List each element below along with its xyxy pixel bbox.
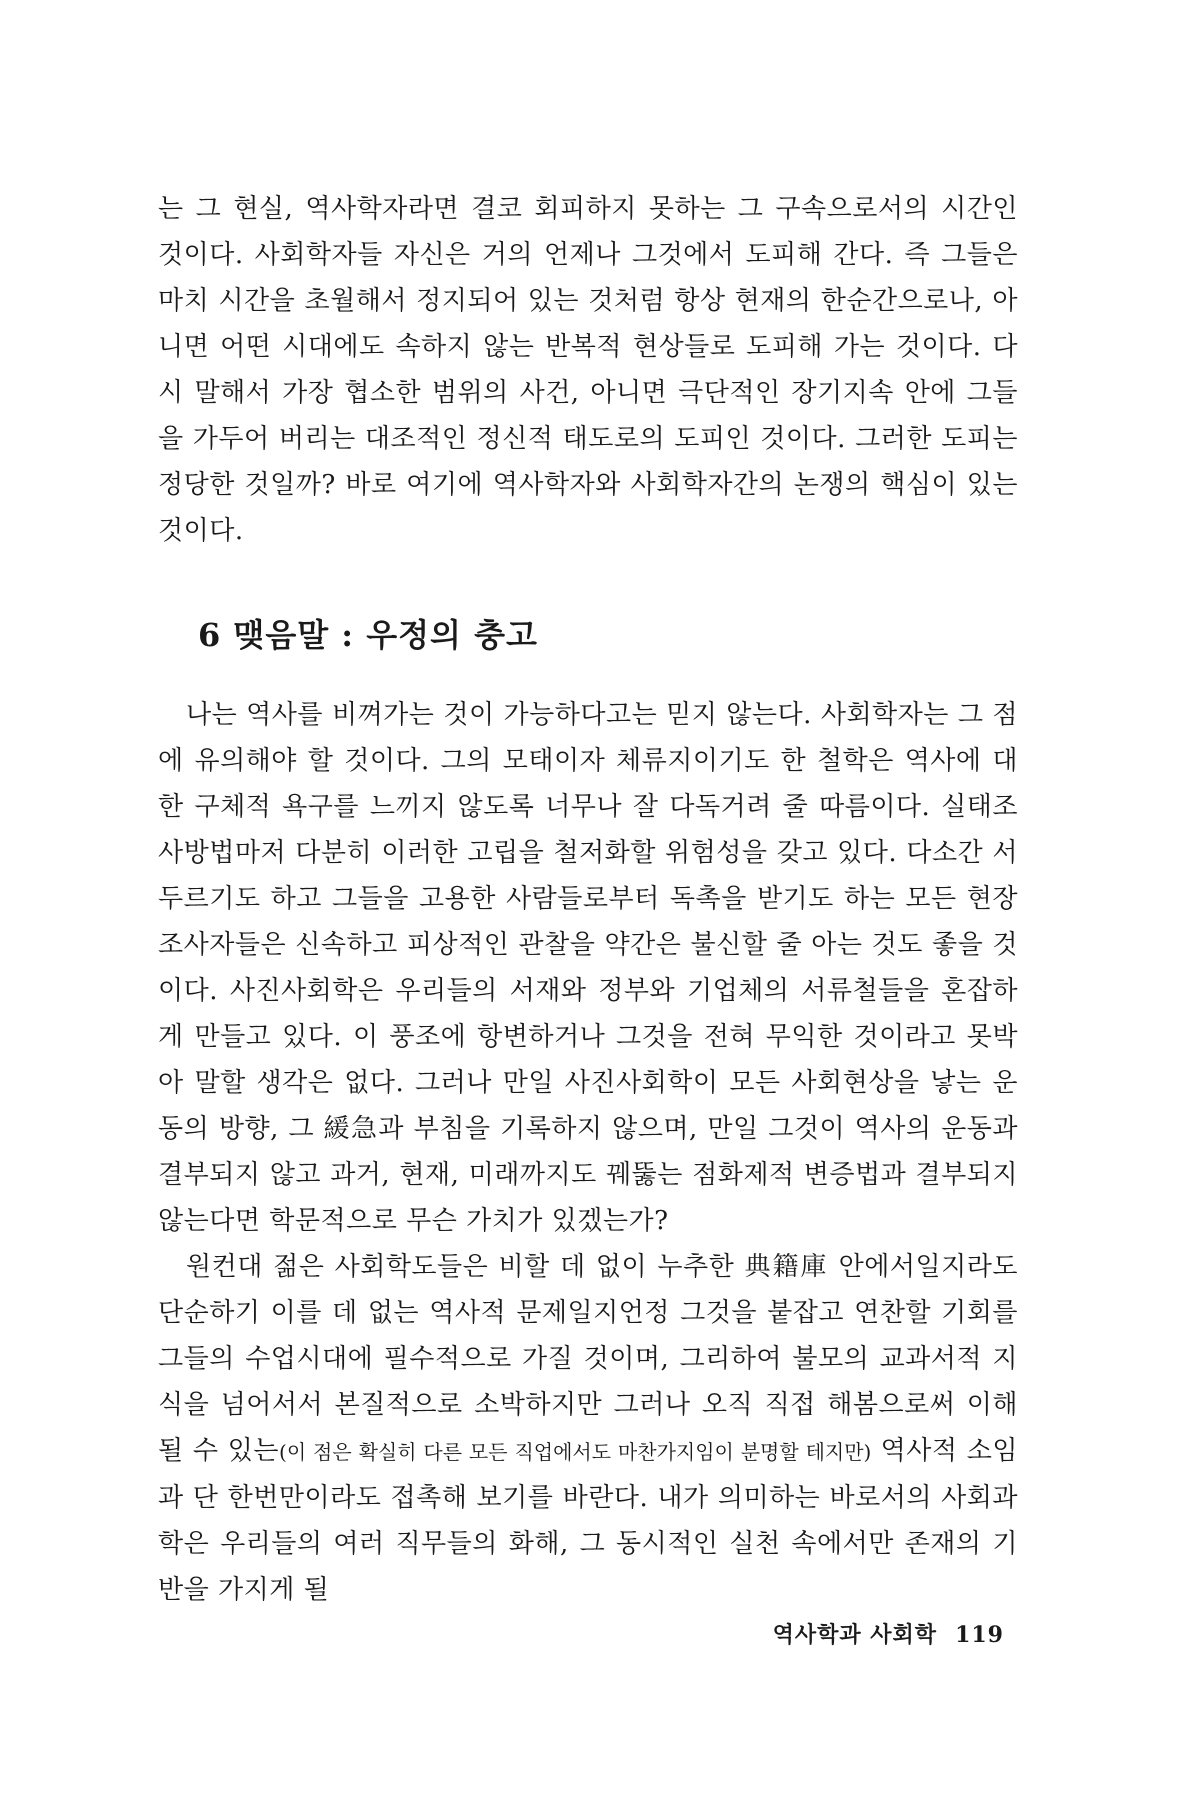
paragraph-advice-part-1: 원컨대 젊은 사회학도들은 비할 데 없이 누추한 典籍庫 안에서일지라도 단순하기 이를 데 없는 역사적 문제일지언정 그것을 붙잡고 연찬할 기회를 그들의 수업시대에 필수적으로 가질 것이며, 그리하여 불모의 교과서적 지식을 넘어서서 본질적으로 소박하지만 그러나 오직 직접 해봄으로써 이해될 수 있는 — [158, 1252, 1018, 1466]
paragraph-advice-part-2: 역사적 소임과 단 한번만이라도 접촉해 보기를 바란다. 내가 의미하는 바로서의 사회과학은 우리들의 여러 직무들의 화해, 그 동시적인 실천 속에서만 존재의 기반을 가지게 될 — [158, 1436, 1018, 1605]
paragraph-advice — [158, 1244, 1018, 1613]
text-block-top — [158, 186, 1018, 554]
page-number: 119 — [955, 1622, 1004, 1648]
page-footer — [755, 1618, 1004, 1649]
running-title: 역사학과 사회학 — [772, 1622, 938, 1648]
paragraph-continued: 는 그 현실, 역사학자라면 결코 회피하지 못하는 그 구속으로서의 시간인 것이다. 사회학자들 자신은 거의 언제나 그것에서 도피해 간다. 즉 그들은 마치 시간을 초월해서 정지되어 있는 것처럼 항상 현재의 한순간으로나, 아니면 어떤 시대에도 속하지 않는 반복적 현상들로 도피해 가는 것이다. 다시 말해서 가장 협소한 범위의 사건, 아니면 극단적인 장기지속 안에 그들을 가두어 버리는 대조적인 정신적 태도로의 도피인 것이다. 그러한 도피는 정당한 것일까? 바로 여기에 역사학자와 사회학자간의 논쟁의 핵심이 있는 것이다. — [158, 194, 1018, 546]
text-block-main — [158, 692, 1018, 1613]
paragraph-opinion: 나는 역사를 비껴가는 것이 가능하다고는 믿지 않는다. 사회학자는 그 점에 유의해야 할 것이다. 그의 모태이자 체류지이기도 한 철학은 역사에 대한 구체적 욕구를 느끼지 않도록 너무나 잘 다독거려 줄 따름이다. 실태조사방법마저 다분히 이러한 고립을 철저화할 위험성을 갖고 있다. 다소간 서두르기도 하고 그들을 고용한 사람들로부터 독촉을 받기도 하는 모든 현장조사자들은 신속하고 피상적인 관찰을 약간은 불신할 줄 아는 것도 좋을 것이다. 사진사회학은 우리들의 서재와 정부와 기업체의 서류철들을 혼잡하게 만들고 있다. 이 풍조에 항변하거나 그것을 전혀 무익한 것이라고 못박아 말할 생각은 없다. 그러나 만일 사진사회학이 모든 사회현상을 낳는 운동의 방향, 그 緩急과 부침을 기록하지 않으며, 만일 그것이 역사의 운동과 결부되지 않고 과거, 현재, 미래까지도 꿰뚫는 점화제적 변증법과 결부되지 않는다면 학문적으로 무슨 가치가 있겠는가? — [158, 700, 1018, 1236]
parenthetical-note: (이 점은 확실히 다른 모든 직업에서도 마찬가지임이 분명할 테지만) — [279, 1440, 872, 1464]
section-heading: 6 맺음말 : 우정의 충고 — [198, 616, 538, 654]
